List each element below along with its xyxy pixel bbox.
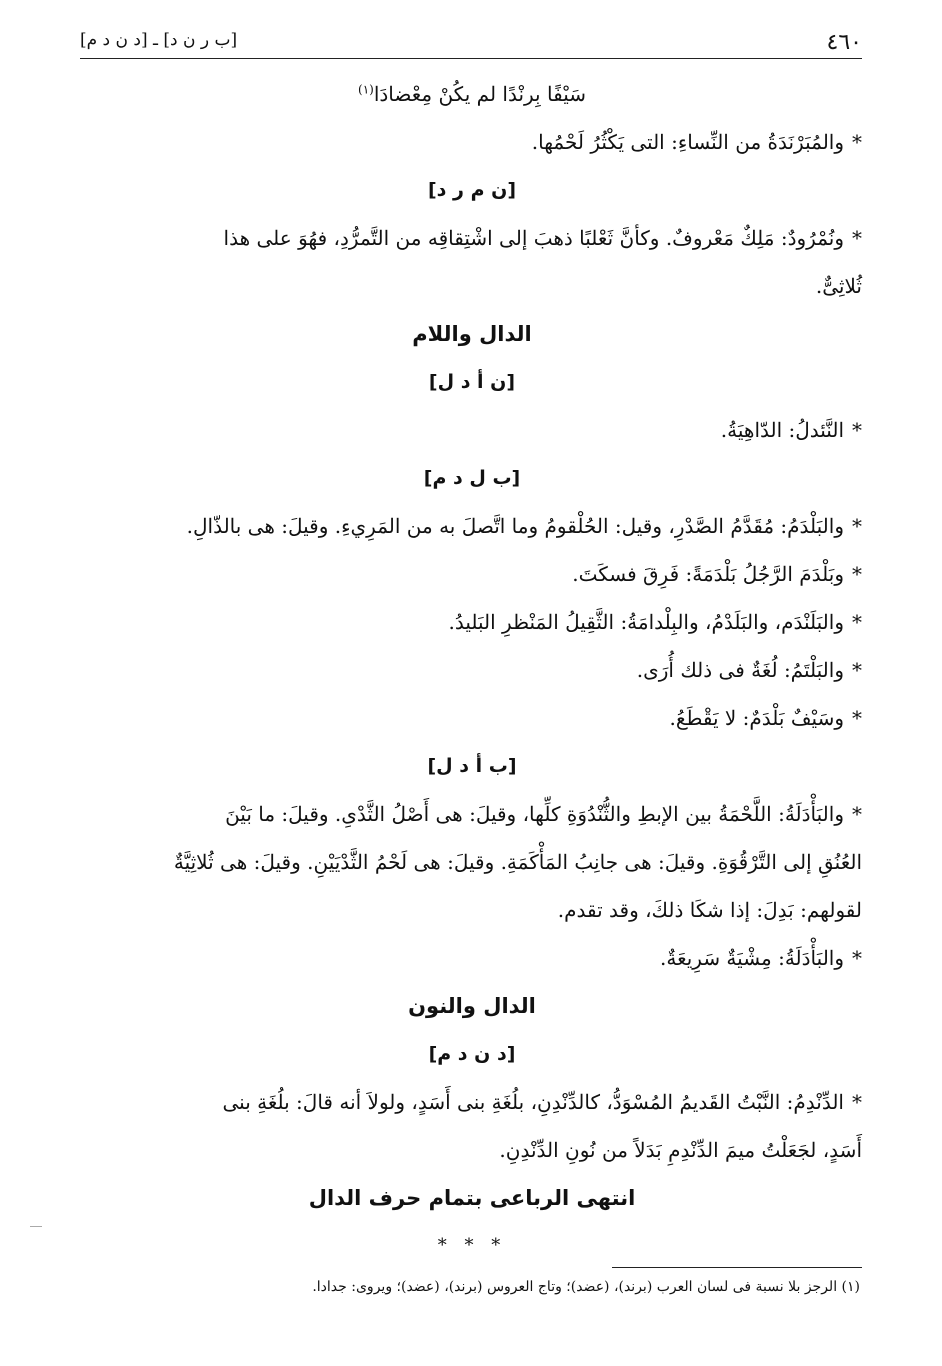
entry-badala-continuation-1: العُنُقِ إلى التَّرْقُوَةِ. وقيلَ: هى جانِبُ المَأْكَمَةِ. وقيلَ: هى لَحْمُ الثَّدْيَيْنِ. وقيلَ: هى ثُلاثِيَّةٌ [173, 850, 862, 874]
entry-baldam-4 [82, 646, 862, 694]
entry-text: والبَلْتَمُ: لُغَةٌ فى ذلك أُرَى. [636, 658, 844, 682]
root-heading-dndm: [د ن د م] [428, 1043, 516, 1065]
entry-naadal [82, 406, 862, 454]
entry-marker: * [852, 706, 862, 730]
footnote: (١) الرجز بلا نسبة فى لسان العرب (برند)، (عضد)؛ وتاج العروس (برند)، (عضد)؛ ويروى: جدادا. [312, 1279, 860, 1295]
entry-text: والمُبَرْنَدَةُ من النِّساءِ: التى يَكْثُرُ لَحْمُها. [531, 130, 844, 154]
root-heading-ndl: [ن أ د ل] [428, 371, 516, 393]
entry-marker: * [852, 802, 862, 826]
entry-text: والبَلْدَمُ: مُقَدَّمُ الصَّدْرِ، وقيل: الحُلْقومُ وما اتَّصلَ به من المَرِيءِ. وقيلَ: هى بالذّالِ. [186, 514, 844, 538]
footnote-rule [612, 1267, 862, 1268]
entry-marker: * [852, 1090, 862, 1114]
page-number: ٤٦٠ [826, 30, 862, 55]
entry-text: النَّئدلُ: الدّاهِيَةُ. [720, 418, 844, 442]
verse-text: سَيْفًا بِرنْدًا لم يكُنْ مِعْضادَا [373, 82, 586, 106]
entry-dindim [82, 1078, 862, 1126]
root-heading-bldm: [ب ل د م] [423, 467, 521, 489]
entry-badala-continuation-2: لقولهم: بَدِلَ: إذا شكَا ذلكَ، وقد تقدم. [557, 898, 862, 922]
entry-marker: * [852, 418, 862, 442]
entry-baldam-1 [82, 502, 862, 550]
entry-marker: * [852, 514, 862, 538]
entry-badala-1 [82, 790, 862, 838]
entry-marker: * [852, 562, 862, 586]
footnote-ref: (١) [358, 82, 374, 97]
entry-text: والبَلَنْدَم، والبَلَدْمُ، والبِلْدامَةُ: الثَّقِيلُ المَنْظرِ البَليدُ. [448, 610, 844, 634]
entry-text: والبَأْدَلَةُ: مِشْيَةٌ سَرِيعَةٌ. [659, 946, 844, 970]
entry-dindim-continuation: أَسَدٍ، لجَعَلْتُ ميمَ الدِّنْدِمِ بَدَلاً من نُونِ الدِّنْدِنِ. [499, 1138, 862, 1162]
entry-badala-2 [82, 934, 862, 982]
entry-text: وبَلْدَمَ الرَّجُلُ بَلْدَمَةً: فَرِقَ فسكَتَ. [572, 562, 844, 586]
running-header [80, 26, 862, 56]
root-heading-badl: [ب أ د ل] [427, 755, 517, 777]
entry-marker: * [852, 130, 862, 154]
entry-marker: * [852, 658, 862, 682]
entry-numrud-continuation: ثُلاثِىٌّ. [815, 274, 862, 298]
entry-marker: * [852, 610, 862, 634]
entry-text: والبَأْدَلَةُ: اللَّحْمَةُ بين الإبطِ والثُّنْدُوَةِ كلِّها، وقيلَ: هى أَصْلُ الثَّدْىِ. وقيلَ: ما بَيْنَ [225, 802, 844, 826]
entry-baldam-3 [82, 598, 862, 646]
section-heading-dal-lam: الدال واللام [412, 322, 532, 346]
entry-marker: * [852, 226, 862, 250]
entry-numrud [82, 214, 862, 262]
entry-baldam-2 [82, 550, 862, 598]
closing-title: انتهى الرباعى بتمام حرف الدال [308, 1186, 636, 1210]
margin-tick [30, 1226, 42, 1227]
running-title: [ب ر ن د] ـ [د ن د م] [80, 30, 238, 50]
header-rule [80, 58, 862, 59]
entry-text: وسَيْفٌ بَلْدَمٌ: لا يَقْطَعُ. [669, 706, 844, 730]
entry-mubarnada [82, 118, 862, 166]
verse-line [82, 70, 862, 118]
entry-baldam-5 [82, 694, 862, 742]
main-text [82, 70, 862, 1270]
asterism-ornament: * * * [437, 1235, 507, 1256]
section-heading-dal-nun: الدال والنون [408, 994, 536, 1018]
entry-marker: * [852, 946, 862, 970]
entry-text: الدِّنْدِمُ: النَّبْتُ القَديمُ المُسْوَدُّ، كالدِّنْدِنِ، بلُغَةِ بنى أَسَدٍ، ولولاَ أنه قالَ: بلُغَةِ بنى [222, 1090, 844, 1114]
root-heading-nmrd: [ن م ر د] [427, 179, 517, 201]
entry-text: ونُمْرُودٌ: مَلِكٌ مَعْروفٌ. وكأنَّ ثَعْلبًا ذهبَ إلى اشْتِقاقِه من التَّمرُّدِ، فهُوَ على هذا [223, 226, 844, 250]
